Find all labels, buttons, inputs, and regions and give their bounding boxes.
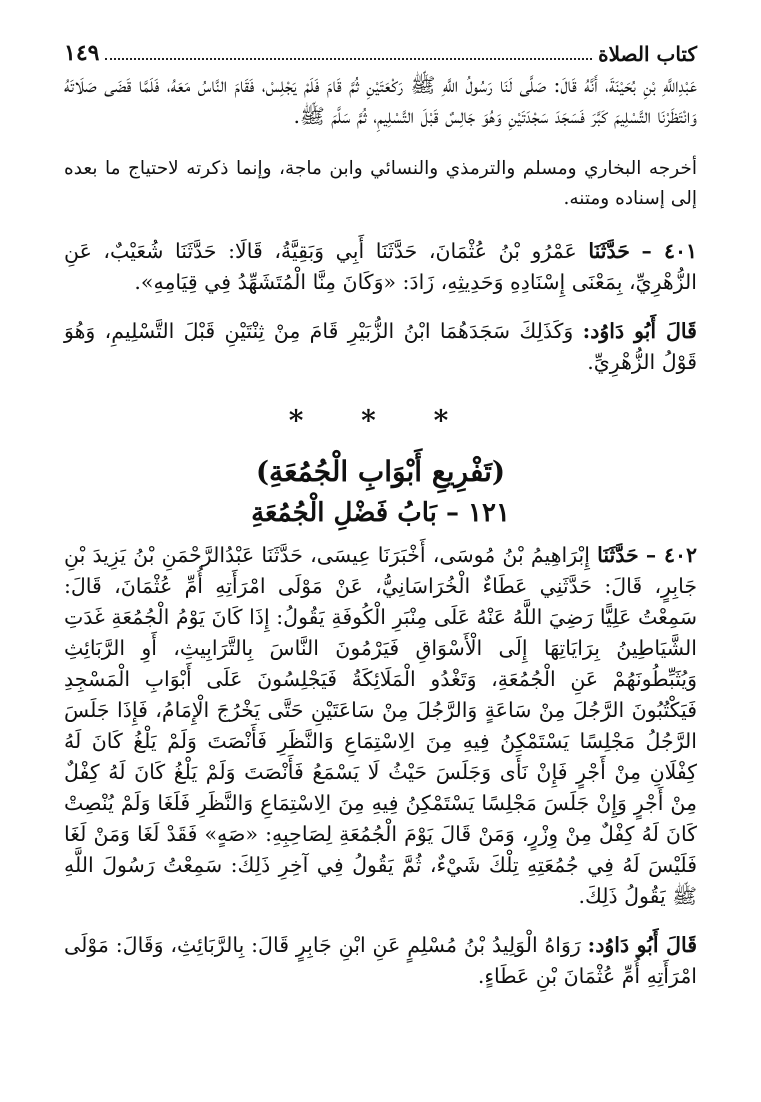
hadith-401	[64, 236, 697, 298]
dotted-leader	[105, 57, 592, 60]
section-title: (تَفْرِيعِ أَبْوَابِ الْجُمُعَةِ)	[255, 455, 506, 488]
hadith-number: ٤٠٢ –	[645, 543, 697, 567]
comment-text: رَوَاهُ الْوَلِيدُ بْنُ مُسْلِمٍ عَنِ ابْنِ جَابِرٍ قَالَ: بِالرَّبَائِثِ، وَقَالَ: مَوْلَى امْرَأَتِهِ أُمِّ عُثْمَانَ بْنِ عَطَاءٍ.	[64, 933, 697, 988]
running-header	[64, 36, 697, 66]
hadith-number: ٤٠١ –	[641, 239, 697, 263]
section-divider: * * *	[288, 404, 473, 437]
abu-dawud-comment-402	[64, 930, 697, 992]
page-body	[64, 70, 697, 992]
running-header-title: كتاب الصلاة	[598, 42, 697, 66]
chapter-title: ١٢١ – بَابُ فَضْلِ الْجُمُعَةِ	[251, 498, 510, 528]
hadith-opening: حَدَّثَنَا	[597, 543, 639, 567]
comment-text: وَكَذَلِكَ سَجَدَهُمَا ابْنُ الزُّبَيْرِ قَامَ مِنْ ثِنْتَيْنِ قَبْلَ التَّسْلِيمِ، وَهُوَ قَوْلُ الزُّهْرِيِّ.	[64, 319, 697, 374]
hadith-opening: حَدَّثَنَا	[588, 239, 630, 263]
comment-label: قَالَ أَبُو دَاوُد:	[582, 319, 697, 343]
hadith-402	[64, 540, 697, 912]
takhrij-note: أخرجه البخاري ومسلم والترمذي والنسائي وابن ماجة، وإنما ذكرته لاحتياج ما بعده إلى إسناده ومتنه.	[64, 158, 697, 209]
abu-dawud-comment-401	[64, 316, 697, 378]
hadith-text: إِبْرَاهِيمُ بْنُ مُوسَى، أَخْبَرَنَا عِيسَى، حَدَّثَنَا عَبْدُالرَّحْمَنِ بْنُ يَزِيدَ بْنِ جَابِرٍ، قَالَ: حَدَّثَنِي عَطَاءٌ الْخُرَاسَانِيُّ، عَنْ مَوْلَى امْرَأَتِهِ أُمِّ عُثْمَانَ، قَالَ: سَمِعْتُ عَلِيًّا رَضِيَ اللَّهُ عَنْهُ عَلَى مِنْبَرِ الْكُوفَةِ يَقُولُ: إِذَا كَانَ يَوْمُ الْجُمُعَةِ غَدَتِ الشَّيَاطِينُ بِرَايَاتِهَا إِلَى الْأَسْوَاقِ فَيَرْمُونَ النَّاسَ بِالتَّرَابِيثِ، أَوِ الرَّبَائِثِ وَيُثَبِّطُونَهُمْ عَنِ الْجُمُعَةِ، وَتَغْدُو الْمَلَائِكَةُ فَيَجْلِسُونَ عَلَى أَبْوَابِ الْمَسْجِدِ فَيَكْتُبُونَ الرَّجُلَ مِنْ سَاعَةٍ وَالرَّجُلَ مِنْ سَاعَتَيْنِ حَتَّى يَخْرُجَ الْإِمَامُ، فَإِذَا جَلَسَ الرَّجُلُ مَجْلِسًا يَسْتَمْكِنُ فِيهِ مِنَ الِاسْتِمَاعِ وَالنَّظَرِ فَأَنْصَتَ وَلَمْ يَلْغُ كَانَ لَهُ كِفْلَانِ مِنْ أَجْرٍ فَإِنْ نَأَى وَجَلَسَ حَيْثُ لَا يَسْمَعُ فَأَنْصَتَ وَلَمْ يَلْغُ كَانَ لَهُ كِفْلٌ مِنْ أَجْرٍ وَإِنْ جَلَسَ مَجْلِسًا يَسْتَمْكِنُ فِيهِ مِنَ الِاسْتِمَاعِ وَالنَّظَرِ فَلَغَا وَلَمْ يُنْصِتْ كَانَ لَهُ كِفْلٌ مِنْ وِزْرٍ، وَمَنْ قَالَ يَوْمَ الْجُمُعَةِ لِصَاحِبِهِ: «صَهٍ» فَقَدْ لَغَا وَمَنْ لَغَا فَلَيْسَ لَهُ فِي جُمُعَتِهِ تِلْكَ شَيْءٌ، ثُمَّ يَقُولُ فِي آخِرِ ذَلِكَ: سَمِعْتُ رَسُولَ اللَّهِ ﷺ يَقُولُ ذَلِكَ.	[64, 543, 697, 908]
comment-label: قَالَ أَبُو دَاوُد:	[587, 933, 697, 957]
hadith-text: عَمْرُو بْنُ عُثْمَانَ، حَدَّثَنَا أَبِي وَبَقِيَّةُ، قَالَا: حَدَّثَنَا شُعَيْبٌ، عَنِ الزُّهْرِيِّ، بِمَعْنَى إِسْنَادِهِ وَحَدِيثِهِ، زَادَ: «وَكَانَ مِنَّا الْمُتَشَهِّدُ فِي قِيَامِهِ».	[64, 239, 697, 294]
page-number: ١٤٩	[64, 40, 100, 66]
continued-hadith-paragraph: عَبْدِاللَّهِ بْنِ بُحَيْنَةَ، أَنَّهُ قَالَ: صَلَّى لَنَا رَسُولُ اللَّهِ ﷺ رَكْعَتَيْنِ ثُمَّ قَامَ فَلَمْ يَجْلِسْ، فَقَامَ النَّاسُ مَعَهُ، فَلَمَّا قَضَى صَلَاتَهُ وَانْتَظَرْنَا التَّسْلِيمَ كَبَّرَ فَسَجَدَ سَجْدَتَيْنِ وَهُوَ جَالِسٌ قَبْلَ التَّسْلِيمِ، ثُمَّ سَلَّمَ ﷺ.	[64, 73, 697, 128]
